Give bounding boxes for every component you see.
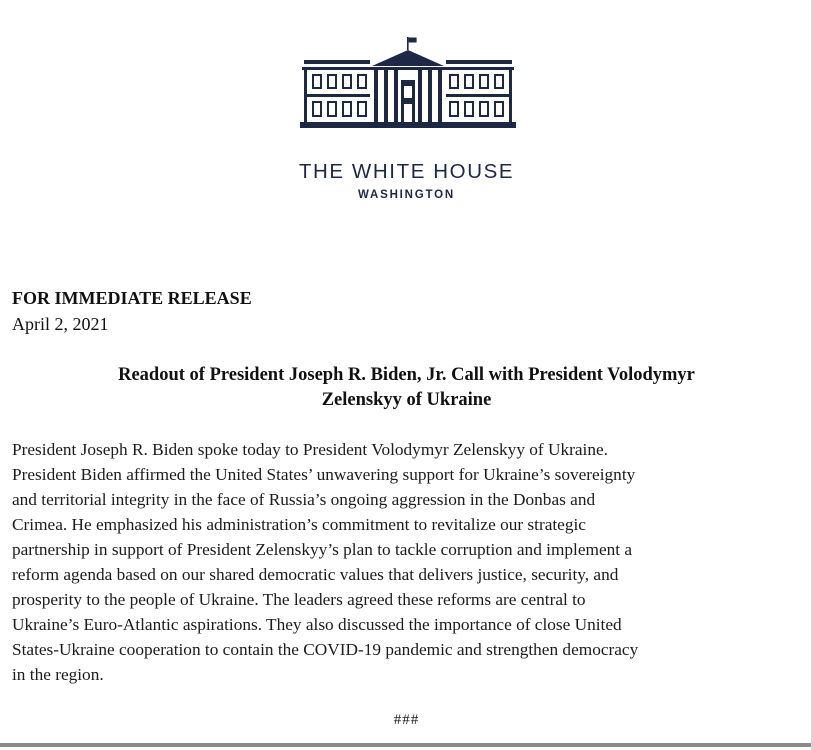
body-line: partnership in support of President Zelenskyy’s plan to tackle corruption and implement a: [12, 540, 633, 559]
body-line: reform agenda based on our shared democratic values that delivers justice, security, and: [12, 565, 619, 584]
body-line: prosperity to the people of Ukraine. The leaders agreed these reforms are central to: [12, 590, 586, 609]
body-line: States-Ukraine cooperation to contain the COVID-19 pandemic and strengthen democracy: [12, 640, 639, 659]
body-line: Crimea. He emphasized his administration’s commitment to revitalize our strategic: [12, 515, 586, 534]
body-line: in the region.: [12, 665, 104, 684]
bottom-divider: [0, 743, 813, 747]
headline-line: Readout of President Joseph R. Biden, Jr. Call with President Volodymyr: [118, 365, 695, 385]
headline-line: Zelenskyy of Ukraine: [321, 390, 492, 410]
release-label: FOR IMMEDIATE RELEASE: [12, 288, 252, 308]
body-line: President Biden affirmed the United States’ unwavering support for Ukraine’s sovereignty: [12, 465, 636, 484]
body-line: Ukraine’s Euro-Atlantic aspirations. They also discussed the importance of close United: [12, 615, 622, 634]
body-line: and territorial integrity in the face of Russia’s ongoing aggression in the Donbas and: [12, 490, 596, 509]
org-name: THE WHITE HOUSE: [298, 160, 515, 183]
headline: [0, 363, 813, 413]
end-mark: ###: [393, 712, 420, 728]
body-paragraph: [12, 437, 802, 687]
white-house-logo-icon: [300, 36, 516, 132]
body-line: President Joseph R. Biden spoke today to President Volodymyr Zelenskyy of Ukraine.: [12, 440, 608, 459]
release-date: April 2, 2021: [12, 314, 109, 334]
org-location: WASHINGTON: [357, 189, 455, 201]
